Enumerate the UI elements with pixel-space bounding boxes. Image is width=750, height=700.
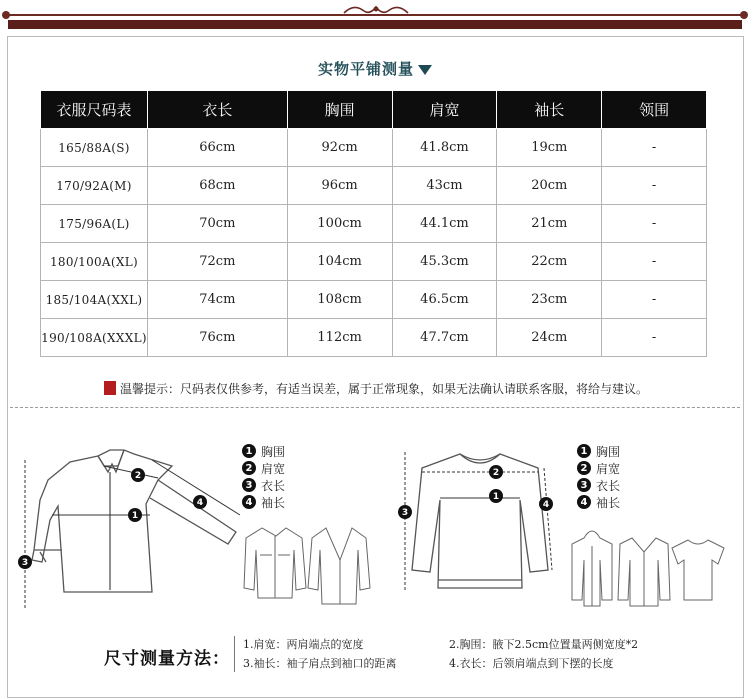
cell-chest: 96cm — [287, 167, 392, 205]
cell-collar: - — [602, 281, 707, 319]
tip-square-icon — [104, 381, 116, 395]
table-row — [41, 167, 707, 205]
legend-label: 肩宽 — [596, 461, 621, 476]
legend-item — [577, 477, 620, 493]
banner-end-left — [2, 11, 10, 19]
table-row — [41, 129, 707, 167]
cell-chest: 92cm — [287, 129, 392, 167]
dashed-divider — [10, 407, 740, 408]
header-collar: 领围 — [602, 91, 707, 129]
table-header-row — [41, 91, 707, 129]
cardigan-sketch-icon — [618, 538, 670, 606]
cell-chest: 100cm — [287, 205, 392, 243]
method-item: 2.胸围：腋下2.5cm位置量两侧宽度*2 — [449, 638, 639, 651]
jacket-sketch-icon — [244, 528, 306, 598]
blazer-sketch-icon — [308, 528, 370, 604]
down-triangle-icon — [418, 65, 432, 75]
table-row — [41, 205, 707, 243]
legend-number-icon: 4 — [242, 495, 256, 509]
method-item: 4.衣长：后领肩端点到下摆的长度 — [449, 657, 614, 670]
page-title-text: 实物平铺测量 — [317, 60, 414, 78]
legend-label: 胸围 — [261, 444, 286, 459]
cell-sleeve: 24cm — [497, 319, 602, 357]
tip-text: 温馨提示：尺码表仅供参考，有适当误差，属于正常现象，如果无法确认请联系客服，将给与建议。 — [120, 382, 649, 396]
header-size: 衣服尺码表 — [41, 91, 148, 129]
legend-label: 肩宽 — [261, 461, 286, 476]
cell-shoulder: 47.7cm — [392, 319, 497, 357]
svg-text:1: 1 — [131, 511, 139, 521]
table-row — [41, 319, 707, 357]
svg-text:2: 2 — [134, 471, 142, 481]
cell-shoulder: 46.5cm — [392, 281, 497, 319]
legend-number-icon: 4 — [577, 495, 591, 509]
method-divider — [234, 636, 235, 672]
legend-item — [242, 443, 285, 459]
cell-sleeve: 20cm — [497, 167, 602, 205]
cell-length: 74cm — [147, 281, 287, 319]
svg-text:4: 4 — [542, 500, 550, 510]
cell-shoulder: 45.3cm — [392, 243, 497, 281]
cell-collar: - — [602, 243, 707, 281]
svg-text:2: 2 — [492, 468, 500, 478]
legend-number-icon: 1 — [242, 444, 256, 458]
legend-item — [242, 460, 285, 476]
legend-label: 衣长 — [596, 478, 621, 493]
shirt-marker-labels — [22, 471, 203, 568]
cell-size: 175/96A(L) — [41, 205, 148, 243]
svg-text:3: 3 — [401, 508, 409, 518]
sweater-diagram-icon — [412, 454, 548, 588]
legend-label: 胸围 — [596, 444, 621, 459]
legend-label: 袖长 — [261, 495, 286, 510]
cell-length: 72cm — [147, 243, 287, 281]
cell-chest: 112cm — [287, 319, 392, 357]
legend-left — [242, 443, 285, 511]
cell-shoulder: 44.1cm — [392, 205, 497, 243]
cell-sleeve: 21cm — [497, 205, 602, 243]
legend-number-icon: 2 — [242, 461, 256, 475]
method-title: 尺寸测量方法： — [104, 649, 230, 669]
legend-item — [577, 494, 620, 510]
header-sleeve: 袖长 — [497, 91, 602, 129]
cell-size: 170/92A(M) — [41, 167, 148, 205]
legend-number-icon: 2 — [577, 461, 591, 475]
size-table — [40, 90, 707, 357]
cell-length: 76cm — [147, 319, 287, 357]
measurement-diagrams — [0, 420, 750, 630]
table-row — [41, 281, 707, 319]
cell-shoulder: 43cm — [392, 167, 497, 205]
legend-number-icon: 3 — [577, 478, 591, 492]
legend-label: 袖长 — [596, 495, 621, 510]
legend-item — [242, 494, 285, 510]
cell-size: 180/100A(XL) — [41, 243, 148, 281]
legend-number-icon: 3 — [242, 478, 256, 492]
cell-length: 68cm — [147, 167, 287, 205]
cell-collar: - — [602, 205, 707, 243]
legend-label: 衣长 — [261, 478, 286, 493]
legend-item — [242, 477, 285, 493]
legend-right — [577, 443, 620, 511]
cell-chest: 104cm — [287, 243, 392, 281]
shirt-measure-lines — [25, 460, 240, 610]
hoodie-sketch-icon — [572, 531, 612, 606]
cell-collar: - — [602, 319, 707, 357]
tip-note — [104, 380, 648, 397]
legend-item — [577, 460, 620, 476]
cell-length: 70cm — [147, 205, 287, 243]
method-item: 3.袖长：袖子肩点到袖口的距离 — [243, 657, 397, 670]
header-shoulder: 肩宽 — [392, 91, 497, 129]
sweater-marker-labels — [402, 468, 549, 518]
banner-end-right — [740, 11, 748, 19]
cell-collar: - — [602, 129, 707, 167]
svg-text:3: 3 — [21, 558, 29, 568]
cell-size: 165/88A(S) — [41, 129, 148, 167]
legend-number-icon: 1 — [577, 444, 591, 458]
method-item: 1.肩宽：两肩端点的宽度 — [243, 638, 364, 651]
cell-sleeve: 22cm — [497, 243, 602, 281]
cell-length: 66cm — [147, 129, 287, 167]
tshirt-sketch-icon — [672, 540, 724, 600]
top-banner — [0, 0, 750, 30]
cell-sleeve: 19cm — [497, 129, 602, 167]
cell-sleeve: 23cm — [497, 281, 602, 319]
banner-ornament-icon — [340, 3, 412, 17]
cell-size: 190/108A(XXXL) — [41, 319, 148, 357]
svg-text:4: 4 — [196, 498, 204, 508]
cell-collar: - — [602, 167, 707, 205]
svg-text:1: 1 — [492, 492, 500, 502]
table-row — [41, 243, 707, 281]
cell-size: 185/104A(XXL) — [41, 281, 148, 319]
page-title — [0, 58, 750, 79]
legend-item — [577, 443, 620, 459]
cell-shoulder: 41.8cm — [392, 129, 497, 167]
header-length: 衣长 — [147, 91, 287, 129]
banner-bar — [8, 20, 742, 29]
cell-chest: 108cm — [287, 281, 392, 319]
header-chest: 胸围 — [287, 91, 392, 129]
